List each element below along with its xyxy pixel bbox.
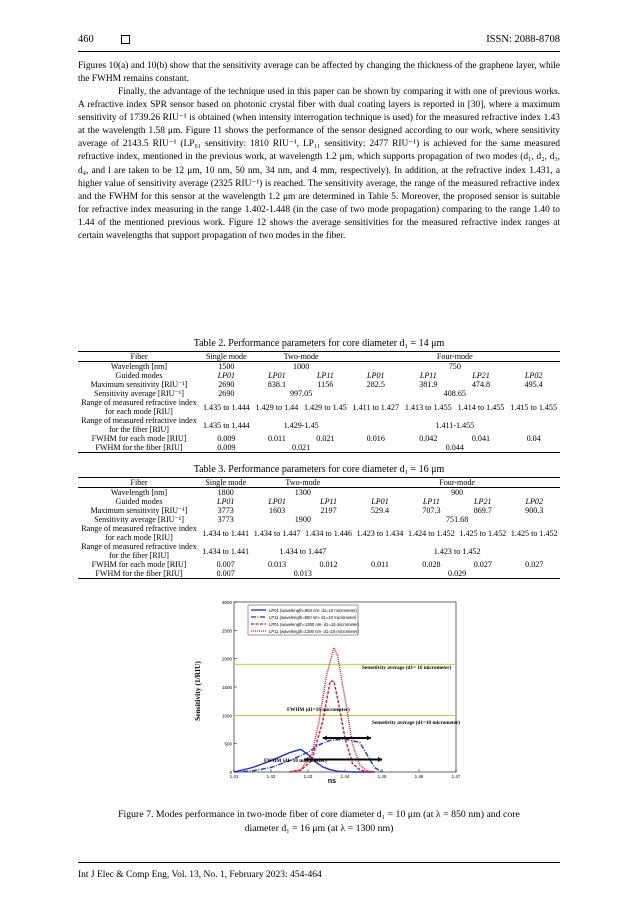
table-cell: 0.044 xyxy=(350,443,560,453)
table-cell: 1.434 to 1.441 xyxy=(202,528,250,538)
table-cell: 0.016 xyxy=(366,434,385,443)
table-cell: 408.65 xyxy=(443,389,466,398)
y-tick-label: 3000 xyxy=(221,600,232,605)
table-cell: 0.011 xyxy=(371,560,389,569)
table-cell: LP21 xyxy=(474,497,492,506)
table-cell: 997.05 xyxy=(290,389,313,398)
table-row xyxy=(78,560,560,569)
table-cell: 1.415 to 1.455 xyxy=(510,402,558,412)
table-header: Two-mode xyxy=(251,478,354,488)
table-cell: 1.423 to 1.452 xyxy=(433,546,481,556)
table-cell: 1603 xyxy=(269,506,286,515)
figure-caption-line2: diameter d₁ = 16 μm (at λ = 1300 nm) xyxy=(244,823,394,834)
table-cell: LP02 xyxy=(524,371,543,380)
table-cell: 0.021 xyxy=(253,443,350,453)
table-cell: 751.68 xyxy=(446,515,469,524)
x-tick-label: 1.43 xyxy=(303,774,313,779)
table-cell: 1.423 to 1.434 xyxy=(356,528,404,538)
table-cell: Range of measured refractive index for the fiber [RIU] xyxy=(81,542,197,560)
table-cell: 495.4 xyxy=(524,380,543,389)
table-cell: 1.425 to 1.452 xyxy=(510,528,558,538)
table-cell: LP11 xyxy=(316,371,334,380)
table-cell: 0.021 xyxy=(316,434,335,443)
table-cell: 1.411 to 1.427 xyxy=(352,402,400,412)
table-cell: 1900 xyxy=(294,515,311,524)
table-cell: 1.429 to 1.45 xyxy=(304,402,347,412)
table-cell: 0.042 xyxy=(419,434,438,443)
table-cell: 1300 xyxy=(294,488,311,497)
paragraph-2: Finally, the advantage of the technique used in this paper can be shown by comparing it with one of previous works. A refractive index SPR sensor based on photonic crystal fiber with dual coating layers is reported in [30], where a maximum sensitivity of 1739.26 RIU⁻¹ is obtained (when intensity interrogation technique is used) for the measured refractive index 1.43 at the wavelength 1.58 μm. Figure 11 shows the performance of the sensor designed according to our work, where sensitivity average of 2143.5 RIU⁻¹ (LP₀₁ sensitivity: 1810 RIU⁻¹, LP₁₁ sensitivity: 2477 RIU⁻¹) is achieved for the same measured refractive index, mentioned in the previous work, at wavelength 1.2 μm, which supports propagation of two modes (d₁, d₂, d₃, d₄, and l are taken to be 12 μm, 10 nm, 50 nm, 34 nm, and 4 mm, respectively). In addition, at the refractive index 1.431, a higher value of sensitivity average (2325 RIU⁻¹) is reached. The sensitivity average, the range of the measured refractive index and the FWHM for this sensor at the wavelength 1.2 μm are determined in Table 5. Moreover, the proposed sensor is suitable for refractive index measuring in the range 1.402-1.448 (in the case of two mode propagation) comparing to the range 1.40 to 1.44 of the mentioned previous work. Figure 12 shows the average sensitivities for the measured refractive index ranges at certain wavelengths that support propagation of two modes in the fiber. xyxy=(78,87,560,242)
header-rule xyxy=(78,51,560,52)
table-cell: 3773 xyxy=(217,515,234,524)
annotation-sens-avg-16 xyxy=(362,664,452,671)
table-cell: 381.9 xyxy=(419,380,438,389)
table-cell: 750 xyxy=(448,362,461,371)
figure-7 xyxy=(192,596,464,786)
table-header: Single mode xyxy=(200,478,251,488)
page-number: 460 xyxy=(78,34,94,45)
footer-journal: Int J Elec & Comp Eng, Vol. 13, No. 1, February 2023: 454-464 xyxy=(78,870,322,880)
table-header: Four-mode xyxy=(354,478,560,488)
table-cell: 1.425 to 1.452 xyxy=(459,528,507,538)
table-cell: 1800 xyxy=(217,488,234,497)
table-cell: 529.4 xyxy=(370,506,390,515)
table-cell: LP21 xyxy=(472,371,490,380)
table-cell: 900 xyxy=(451,488,464,497)
square-icon xyxy=(121,35,130,44)
legend-entry: LP01 (wavelength=1300 nm- d1=16 micrometer) xyxy=(269,621,360,627)
table-cell: LP01 xyxy=(216,497,235,506)
table-cell: 838.1 xyxy=(267,380,287,389)
table-cell: 1.424 to 1.452 xyxy=(408,528,455,538)
table-cell: FWHM for the fiber [RIU] xyxy=(78,443,200,453)
table-row xyxy=(78,434,560,443)
table-cell: 3773 xyxy=(217,506,234,515)
table2-caption: Table 2. Performance parameters for core diameter d₁ = 14 μm xyxy=(193,338,445,349)
table-cell: 1.434 to 1.447 xyxy=(279,546,327,556)
table-header: Two-mode xyxy=(253,352,350,362)
table-cell: LP01 xyxy=(371,497,389,506)
table3-caption: Table 3. Performance parameters for core diameter d₁ = 16 μm xyxy=(193,464,445,475)
annotation-fwhm-10: FWHM (d1=10 micrometer) xyxy=(264,758,327,764)
table-row xyxy=(78,478,560,488)
table-cell: 707.3 xyxy=(422,506,441,515)
legend-entry: LP11 (wavelength=1300 nm- d1=16 micrometer) xyxy=(269,628,359,634)
table-cell: 0.013 xyxy=(268,560,287,569)
table-header: Fiber xyxy=(78,478,200,488)
table-cell: 1.413 to 1.455 xyxy=(404,402,452,412)
figure-caption-line1: Figure 7. Modes performance in two-mode fiber of core diameter d₁ = 10 μm (at λ = 850 nm) and core xyxy=(118,809,520,820)
table-cell: 282.5 xyxy=(366,380,385,389)
table-cell: 900.3 xyxy=(525,506,544,515)
annotation-text: Sensetivity average (d1= 16 micrometer) xyxy=(362,665,452,671)
legend-entry: LP01 (wavelength=850 nm- d1=10 micrometer) xyxy=(269,607,357,613)
table-cell: 0.027 xyxy=(473,560,492,569)
footer-rule xyxy=(78,862,560,863)
x-tick-label: 1.41 xyxy=(229,774,239,779)
table-cell: 1.435 to 1.444 xyxy=(202,420,250,430)
table-cell: 0.029 xyxy=(354,569,560,579)
x-tick-label: 1.46 xyxy=(414,774,424,779)
table-row xyxy=(78,569,560,579)
table-cell: Sensitivity average [RIU⁻¹] xyxy=(94,389,184,398)
table-row xyxy=(78,371,560,380)
table-cell: 1.429-1.45 xyxy=(283,420,319,430)
table3 xyxy=(78,477,560,579)
table-cell: 0.007 xyxy=(216,560,235,569)
table-header: Fiber xyxy=(78,352,200,362)
issn: ISSN: 2088-8708 xyxy=(486,34,560,45)
table-row xyxy=(78,362,560,372)
table-cell: Maximum sensitivity [RIU⁻¹] xyxy=(90,506,188,515)
paragraph-1: Figures 10(a) and 10(b) show that the sensitivity average can be affected by changing the thickness of the graphene layer, while the FWHM remains constant. xyxy=(78,61,560,85)
table-row xyxy=(78,488,560,498)
table-cell: 1.434 to 1.441 xyxy=(202,546,250,556)
table-cell: Guided modes xyxy=(115,497,163,506)
x-axis-label: ns xyxy=(327,778,337,785)
y-tick-label: 1000 xyxy=(221,713,232,719)
table-cell: LP01 xyxy=(217,371,236,380)
table-cell: 0.028 xyxy=(422,560,441,569)
table-cell: 0.013 xyxy=(251,569,354,579)
table-cell: 1.435 to 1.444 xyxy=(202,402,250,412)
table-cell: 0.011 xyxy=(267,434,286,443)
table-cell: 0.007 xyxy=(200,569,251,579)
table-cell: 0.04 xyxy=(526,434,541,443)
sensitivity-chart xyxy=(192,596,464,786)
table-cell: Guided modes xyxy=(115,371,163,380)
y-tick-label: 0 xyxy=(229,770,232,775)
table-row xyxy=(78,506,560,515)
table-cell: LP01 xyxy=(268,497,286,506)
table-cell: 1156 xyxy=(317,380,334,389)
table-cell: Maximum sensitivity [RIU⁻¹] xyxy=(90,380,188,389)
table-cell: 0.009 xyxy=(200,443,253,453)
table-cell: 474.8 xyxy=(471,380,491,389)
table-row xyxy=(78,515,560,524)
table-cell: Range of measured refractive index for each mode [RIU] xyxy=(81,398,197,416)
table-row xyxy=(78,497,560,506)
table-row xyxy=(78,380,560,389)
table-cell: 1.434 to 1.447 xyxy=(253,528,301,538)
table-cell: 2197 xyxy=(320,506,337,515)
y-tick-label: 1500 xyxy=(221,685,232,690)
x-tick-label: 1.45 xyxy=(377,774,387,779)
table-cell: Wavelength [nm] xyxy=(110,488,168,497)
table-row xyxy=(78,352,560,362)
annotation-fwhm-16: FWHM (d1=16 micrometer) xyxy=(287,707,350,713)
table-header: Single mode xyxy=(200,352,253,362)
table-cell: 0.009 xyxy=(217,434,236,443)
y-tick-label: 2000 xyxy=(221,656,232,662)
legend-entry: LP11 (wavelength=850 nm- d1=10 micrometer) xyxy=(269,614,357,620)
x-tick-label: 1.47 xyxy=(451,774,461,779)
table-cell: FWHM for each mode [RIU] xyxy=(91,560,187,569)
annotation-sens-avg-10: Sensetivity average (d1=10 micrometer) xyxy=(372,720,460,726)
table-cell: LP01 xyxy=(268,371,286,380)
table-cell: LP01 xyxy=(367,371,385,380)
x-tick-label: 1.44 xyxy=(340,774,350,779)
table-row xyxy=(78,389,560,398)
table-cell: LP11 xyxy=(320,497,338,506)
table-cell: LP02 xyxy=(525,497,544,506)
table-cell: 1.411-1.455 xyxy=(435,420,475,430)
y-tick-label: 2500 xyxy=(221,628,232,634)
table-cell: 1.429 to 1.44 xyxy=(255,402,299,412)
table-cell: LP11 xyxy=(419,371,437,380)
table-cell: 2690 xyxy=(218,389,235,398)
table-cell: 869.7 xyxy=(473,506,492,515)
table-cell: 1.434 to 1.446 xyxy=(305,528,352,538)
table-cell: Sensitivity average [RIU⁻¹] xyxy=(94,515,184,524)
y-tick-label: 500 xyxy=(224,741,232,747)
table-cell: 1500 xyxy=(218,362,235,371)
table-cell: 0.012 xyxy=(319,560,338,569)
table-row xyxy=(78,524,560,542)
table-header: Four-mode xyxy=(350,352,560,362)
x-tick-label: 1.42 xyxy=(266,774,276,779)
table-row xyxy=(78,542,560,560)
table2 xyxy=(78,351,560,453)
table-cell: 0.027 xyxy=(525,560,544,569)
table-row xyxy=(78,398,560,416)
table-cell: Range of measured refractive index for the fiber [RIU] xyxy=(81,416,197,434)
y-axis-label: Sensitivity (1/RIU) xyxy=(193,661,202,721)
table-cell: 0.041 xyxy=(471,434,491,443)
table-cell: 1.414 to 1.455 xyxy=(457,402,505,412)
table-cell: FWHM for each mode [RIU] xyxy=(91,434,187,443)
table-row xyxy=(78,443,560,453)
table-cell: 2690 xyxy=(218,380,235,389)
table-cell: 1000 xyxy=(293,362,310,371)
table-cell: LP11 xyxy=(422,497,440,506)
table-cell: Range of measured refractive index for each mode [RIU] xyxy=(81,524,197,542)
table-cell: FWHM for the fiber [RIU] xyxy=(78,569,200,579)
table-row xyxy=(78,416,560,434)
table-cell: Wavelength [nm] xyxy=(110,362,168,371)
